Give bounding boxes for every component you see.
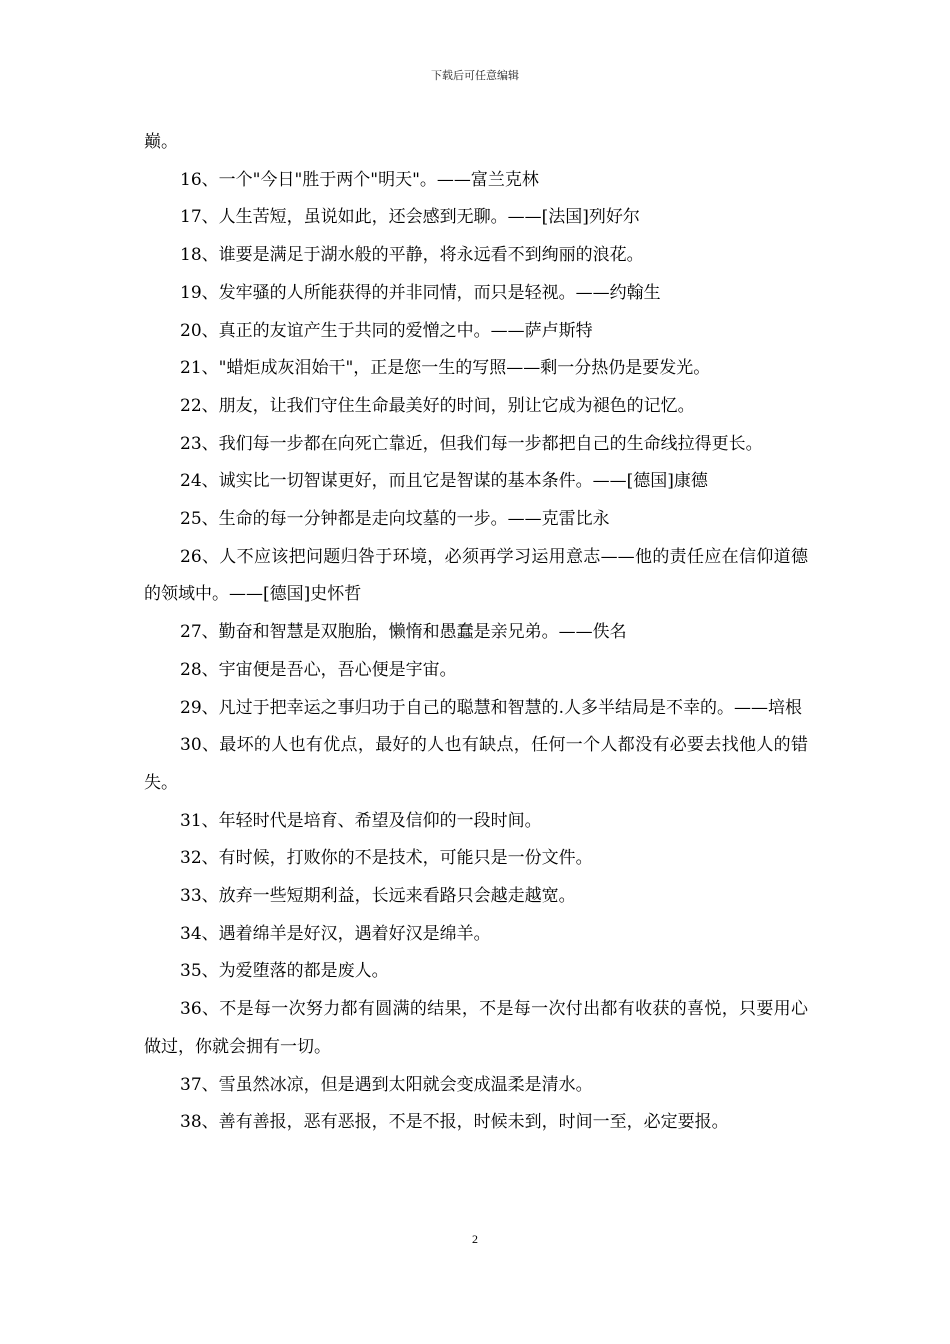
paragraph: 34、遇着绵羊是好汉，遇着好汉是绵羊。 (180, 923, 491, 944)
document-body (144, 124, 808, 1142)
paragraph: 23、我们每一步都在向死亡靠近，但我们每一步都把自己的生命线拉得更长。 (180, 433, 763, 454)
paragraph: 18、谁要是满足于湖水般的平静，将永远看不到绚丽的浪花。 (180, 245, 644, 266)
paragraph: 26、人不应该把问题归咎于环境，必须再学习运用意志——他的责任应在信仰道德的领域中。——[德国]史怀哲 (144, 546, 808, 605)
page-header: 下载后可任意编辑 (431, 69, 519, 82)
paragraph: 16、一个"今日"胜于两个"明天"。——富兰克林 (180, 169, 539, 190)
paragraph: 19、发牢骚的人所能获得的并非同情，而只是轻视。——约翰生 (180, 282, 661, 303)
paragraph: 17、人生苦短，虽说如此，还会感到无聊。——[法国]列好尔 (180, 207, 640, 228)
paragraph: 21、"蜡炬成灰泪始干"，正是您一生的写照——剩一分热仍是要发光。 (180, 358, 711, 379)
paragraph: 25、生命的每一分钟都是走向坟墓的一步。——克雷比永 (180, 509, 610, 530)
paragraph: 29、凡过于把幸运之事归功于自己的聪慧和智慧的.人多半结局是不幸的。——培根 (180, 697, 803, 718)
paragraph: 36、不是每一次努力都有圆满的结果，不是每一次付出都有收获的喜悦，只要用心做过，你就会拥有一切。 (144, 999, 808, 1057)
paragraph: 31、年轻时代是培育、希望及信仰的一段时间。 (180, 810, 542, 831)
paragraph: 巅。 (144, 132, 178, 152)
paragraph: 27、勤奋和智慧是双胞胎，懒惰和愚蠢是亲兄弟。——佚名 (180, 622, 627, 643)
paragraph: 38、善有善报，恶有恶报，不是不报，时候未到，时间一至，必定要报。 (180, 1112, 729, 1133)
paragraph: 33、放弃一些短期利益，长远来看路只会越走越宽。 (180, 886, 576, 907)
paragraph: 32、有时候，打败你的不是技术，可能只是一份文件。 (180, 848, 593, 869)
paragraph: 30、最坏的人也有优点，最好的人也有缺点，任何一个人都没有必要去找他人的错失。 (144, 735, 808, 793)
page-number: 2 (472, 1232, 478, 1246)
paragraph: 24、诚实比一切智谋更好，而且它是智谋的基本条件。——[德国]康德 (180, 471, 708, 492)
paragraph: 28、宇宙便是吾心，吾心便是宇宙。 (180, 659, 457, 680)
paragraph: 22、朋友，让我们守住生命最美好的时间，别让它成为褪色的记忆。 (180, 395, 695, 416)
paragraph: 20、真正的友谊产生于共同的爱憎之中。——萨卢斯特 (180, 320, 593, 341)
paragraph: 37、雪虽然冰凉，但是遇到太阳就会变成温柔是清水。 (180, 1074, 593, 1095)
paragraph: 35、为爱堕落的都是废人。 (180, 961, 389, 982)
